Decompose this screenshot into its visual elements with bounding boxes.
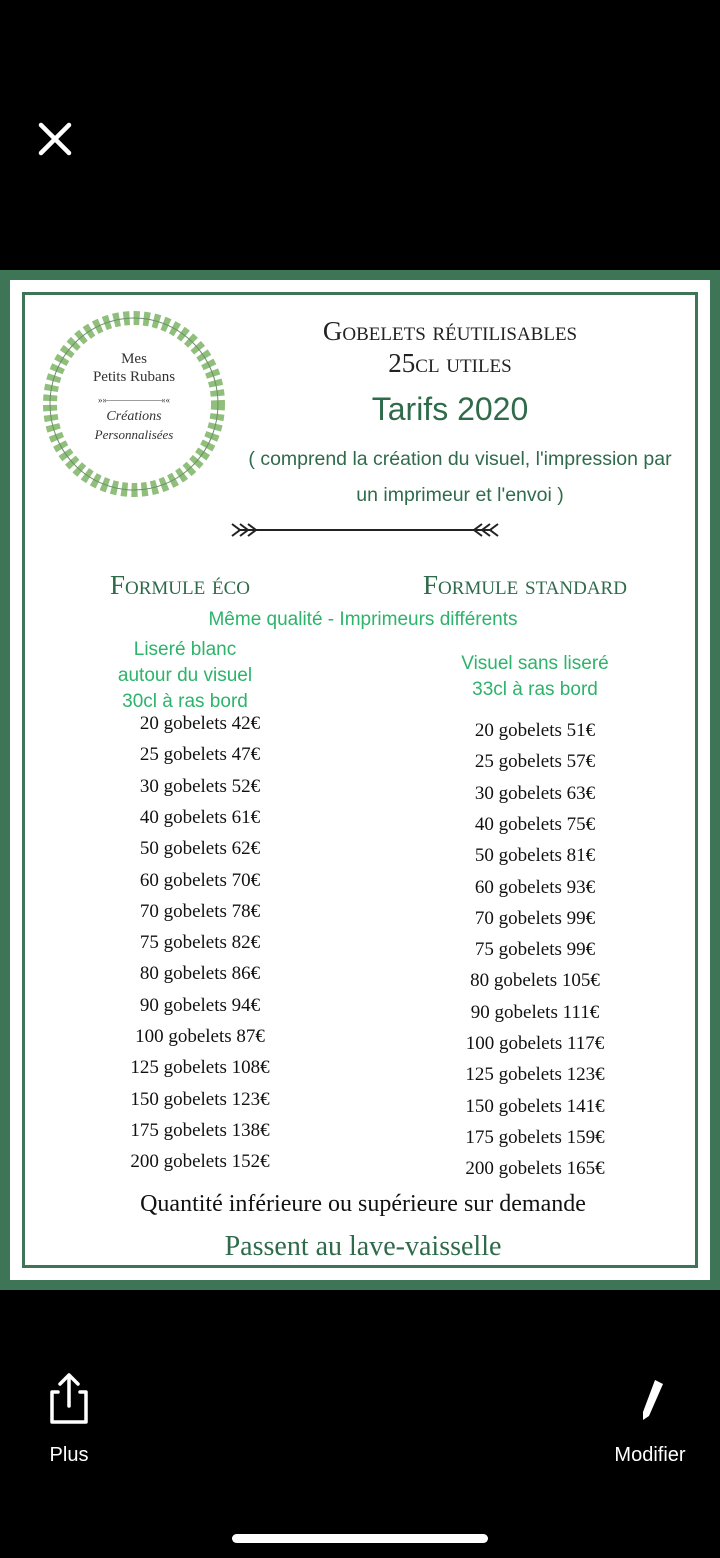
eco-price-row: 175 gobelets 138€ [130, 1119, 270, 1141]
eco-price-row: 90 gobelets 94€ [139, 994, 261, 1016]
quality-note: Même qualité - Imprimeurs différents [208, 609, 518, 630]
arrow-divider-icon [230, 520, 500, 540]
eco-price-row: 75 gobelets 82€ [139, 932, 261, 954]
standard-price-row: 125 gobelets 123€ [465, 1064, 605, 1086]
close-icon[interactable] [36, 120, 74, 158]
eco-price-row: 60 gobelets 70€ [139, 869, 261, 891]
price-list-image [0, 270, 720, 1290]
title: Gobelets réutilisables [322, 316, 578, 346]
image-frame [22, 292, 698, 1268]
subtitle: 25cl utiles [388, 348, 512, 378]
eco-price-row: 150 gobelets 123€ [130, 1088, 270, 1110]
home-indicator[interactable] [232, 1534, 488, 1543]
share-icon [44, 1370, 94, 1428]
quantity-note: Quantité inférieure ou supérieure sur demande [140, 1191, 586, 1217]
dishwasher-note: Passent au lave-vaisselle [224, 1231, 502, 1262]
standard-price-row: 200 gobelets 165€ [465, 1158, 605, 1180]
logo: Mes Petits Rubans »»——————«« Créations Personnalisées [39, 309, 229, 499]
standard-price-row: 100 gobelets 117€ [465, 1033, 605, 1054]
standard-price-row: 175 gobelets 159€ [465, 1126, 605, 1148]
standard-price-row: 20 gobelets 51€ [474, 720, 596, 741]
eco-price-row: 20 gobelets 42€ [139, 713, 261, 734]
standard-price-row: 70 gobelets 99€ [474, 907, 596, 929]
standard-price-row: 90 gobelets 111€ [470, 1001, 600, 1023]
eco-price-row: 40 gobelets 61€ [139, 806, 261, 828]
formule-standard-heading: Formule standard [423, 570, 627, 600]
eco-price-row: 125 gobelets 108€ [130, 1057, 270, 1079]
standard-price-row: 80 gobelets 105€ [470, 970, 600, 992]
eco-description: Liseré blanc autour du visuel 30cl à ras bord [117, 639, 253, 712]
eco-price-row: 80 gobelets 86€ [139, 963, 261, 985]
standard-price-row: 40 gobelets 75€ [474, 813, 596, 835]
standard-price-row: 60 gobelets 93€ [474, 876, 596, 898]
eco-price-row: 25 gobelets 47€ [139, 744, 261, 766]
standard-price-row: 75 gobelets 99€ [474, 939, 596, 961]
eco-price-row: 70 gobelets 78€ [139, 900, 261, 922]
tarifs-heading: Tarifs 2020 [371, 391, 529, 427]
share-button[interactable]: Plus [36, 1370, 102, 1467]
eco-price-row: 100 gobelets 87€ [135, 1026, 265, 1047]
description-1: ( comprend la création du visuel, l'impression par [248, 448, 672, 470]
modify-button[interactable]: Modifier [600, 1370, 700, 1467]
standard-price-row: 30 gobelets 63€ [474, 782, 596, 804]
eco-price-row: 50 gobelets 62€ [139, 838, 261, 860]
standard-description: Visuel sans liseré 33cl à ras bord [461, 653, 609, 700]
formule-eco-heading: Formule éco [110, 570, 250, 600]
description-2: un imprimeur et l'envoi ) [356, 484, 564, 506]
standard-price-row: 150 gobelets 141€ [465, 1095, 605, 1117]
eco-price-row: 200 gobelets 152€ [130, 1151, 270, 1173]
pencil-icon [625, 1370, 675, 1428]
eco-price-row: 30 gobelets 52€ [139, 775, 261, 797]
standard-price-row: 25 gobelets 57€ [474, 751, 596, 773]
standard-price-row: 50 gobelets 81€ [474, 845, 596, 867]
